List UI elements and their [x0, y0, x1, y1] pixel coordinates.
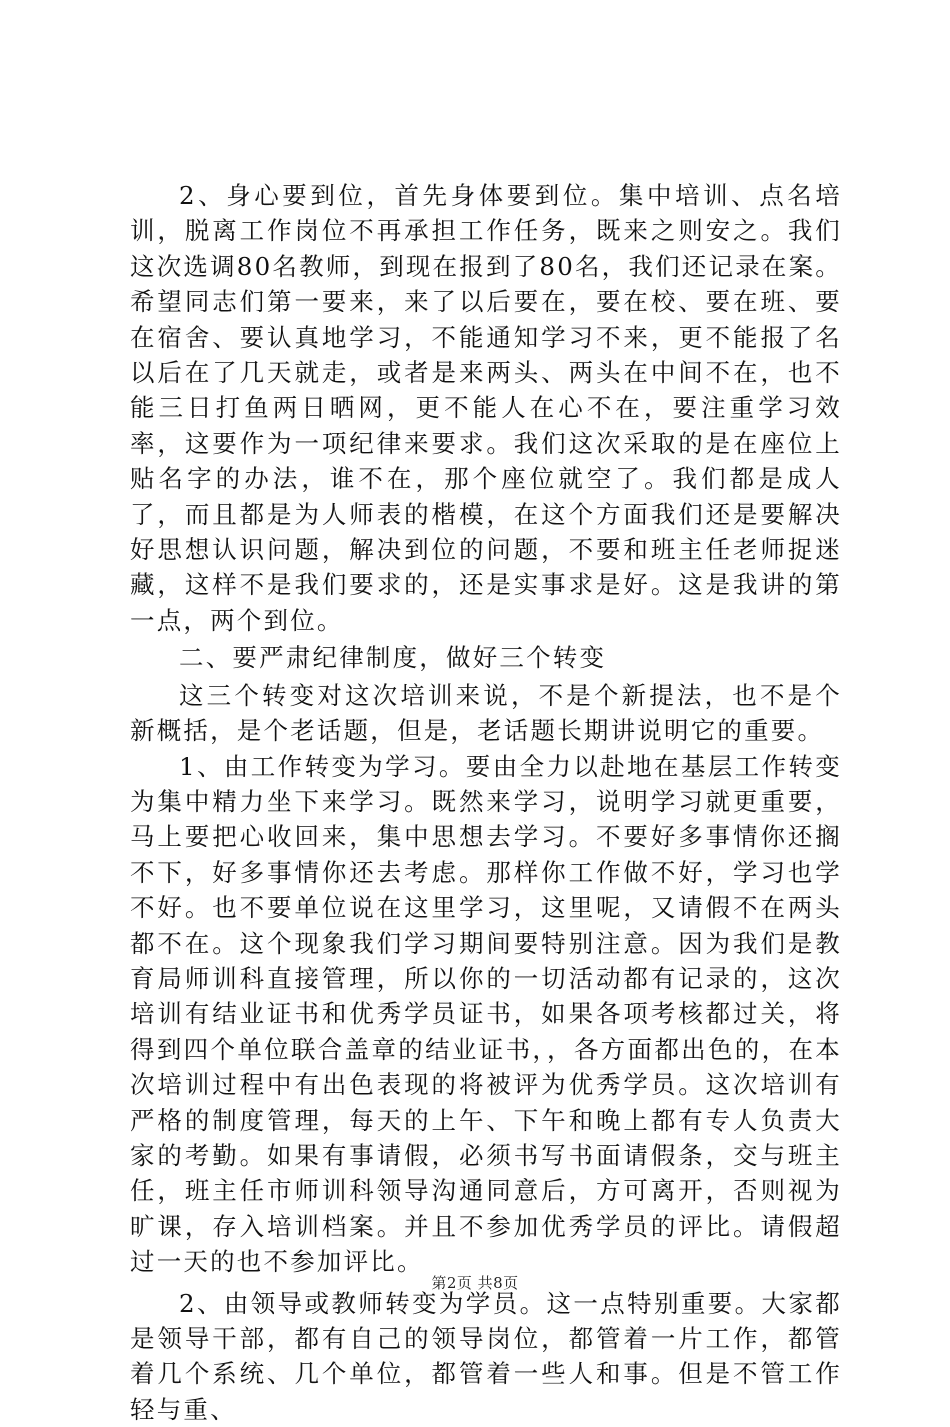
paragraph-body-mind-in-place: 2、身心要到位，首先身体要到位。集中培训、点名培训，脱离工作岗位不再承担工作任务，既来之则安之。我们这次选调80名教师，到现在报到了80名，我们还记录在案。希望同志们第一要来，来了以后要在，要在校、要在班、要在宿舍、要认真地学习，不能通知学习不来，更不能报了名以后在了几天就走，或者是来两头、两头在中间不在，也不能三日打鱼两日晒网，更不能人在心不在，要注重学习效率，这要作为一项纪律来要求。我们这次采取的是在座位上贴名字的办法，谁不在，那个座位就空了。我们都是成人了，而且都是为人师表的楷模，在这个方面我们还是要解决好思想认识问题，解决到位的问题，不要和班主任老师捉迷藏，这样不是我们要求的，还是实事求是好。这是我讲的第一点，两个到位。 — [130, 181, 842, 635]
document-body — [130, 178, 842, 1427]
paragraph-leader-to-student: 2、由领导或教师转变为学员。这一点特别重要。大家都是领导干部，都有自己的领导岗位，都管着一片工作，都管着几个系统、几个单位，都管着一些人和事。但是不管工作轻与重、 — [130, 1288, 842, 1424]
paragraph-three-changes-intro: 这三个转变对这次培训来说，不是个新提法，也不是个新概括，是个老话题，但是，老话题长期讲说明它的重要。 — [130, 680, 842, 746]
section-heading-discipline: 二、要严肃纪律制度，做好三个转变 — [179, 643, 607, 673]
paragraph-work-to-study: 1、由工作转变为学习。要由全力以赴地在基层工作转变为集中精力坐下来学习。既然来学习，说明学习就更重要，马上要把心收回来，集中思想去学习。不要好多事情你还搁不下，好多事情你还去考虑。那样你工作做不好，学习也学不好。也不要单位说在这里学习，这里呢，又请假不在两头都不在。这个现象我们学习期间要特别注意。因为我们是教育局师训科直接管理，所以你的一切活动都有记录的，这次培训有结业证书和优秀学员证书，如果各项考核都过关，将得到四个单位联合盖章的结业证书，，各方面都出色的，在本次培训过程中有出色表现的将被评为优秀学员。这次培训有严格的制度管理，每天的上午、下午和晚上都有专人负责大家的考勤。如果有事请假，必须书写书面请假条，交与班主任，班主任市师训科领导沟通同意后，方可离开，否则视为旷课，存入培训档案。并且不参加优秀学员的评比。请假超过一天的也不参加评比。 — [130, 751, 842, 1277]
page-footer: 第2页 共8页 — [431, 1274, 519, 1292]
